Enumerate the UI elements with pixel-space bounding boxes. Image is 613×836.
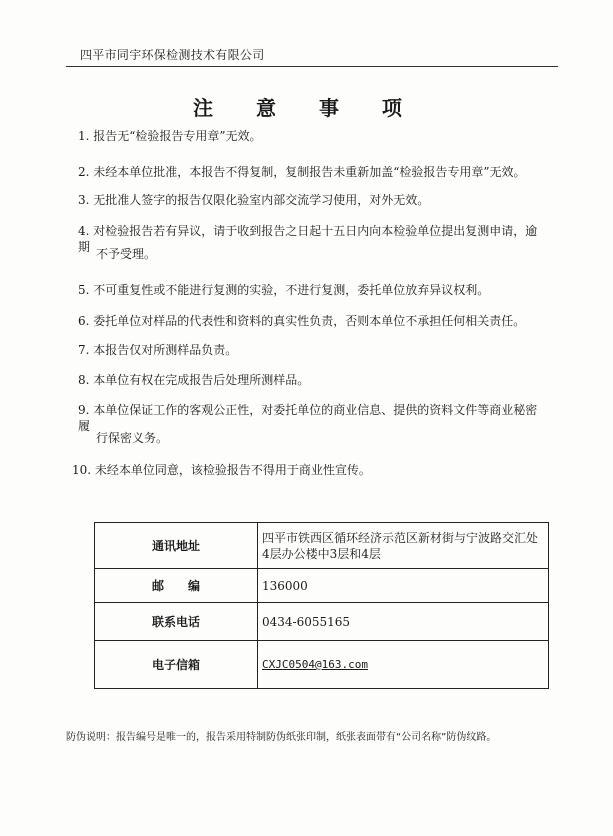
address-value: 四平市铁西区循环经济示范区新材街与宁波路交汇处4层办公楼中3层和4层: [258, 523, 549, 569]
notice-number: 5.: [78, 283, 90, 297]
notice-text: 不可重复性或不能进行复测的实验，不进行复测，委托单位放弃异议权利。: [93, 283, 490, 297]
contact-row-phone: [95, 603, 549, 641]
notice-text: 本单位有权在完成报告后处理所测样品。: [93, 373, 310, 387]
notice-item-8: [78, 372, 548, 388]
page-title: 注 意 事 项: [193, 96, 420, 120]
notice-number: 8.: [78, 373, 90, 387]
contact-row-address: [95, 523, 549, 569]
notice-item-5: [78, 282, 548, 298]
phone-value: 0434-6055165: [258, 603, 549, 641]
email-cell: [258, 641, 549, 689]
notice-item-6: [78, 313, 548, 329]
phone-label: 联系电话: [95, 603, 258, 641]
notice-text: 对检验报告若有异议，请于收到报告之日起十五日内向本检验单位提出复测申请，逾期: [78, 224, 538, 254]
notice-number: 4.: [78, 224, 90, 238]
notice-number: 10.: [72, 463, 92, 477]
contact-row-email: [95, 641, 549, 689]
notice-number: 7.: [78, 343, 90, 357]
header-divider: [66, 66, 558, 67]
notice-number: 9.: [78, 403, 90, 417]
notice-item-10: [72, 462, 542, 478]
email-link[interactable]: CXJC0504@163.com: [262, 658, 368, 671]
address-label: 通讯地址: [95, 523, 258, 569]
notice-number: 6.: [78, 314, 90, 328]
notice-number: 2.: [78, 165, 90, 179]
notice-item-7: [78, 342, 548, 358]
notice-text: 报告无“检验报告专用章”无效。: [93, 129, 262, 143]
company-name: 四平市同宇环保检测技术有限公司: [80, 48, 265, 62]
notice-item-1: [78, 128, 548, 144]
notice-text: 本报告仅对所测样品负责。: [93, 343, 238, 357]
notice-number: 1.: [78, 129, 90, 143]
email-label: 电子信箱: [95, 641, 258, 689]
notice-text: 无批准人签字的报告仅限化验室内部交流学习使用，对外无效。: [93, 193, 430, 207]
notice-item-9-continuation: 行保密义务。: [96, 431, 169, 445]
notice-item-3: [78, 192, 548, 208]
notice-item-2: [78, 164, 548, 180]
notice-text: 委托单位对样品的代表性和资料的真实性负责，否则本单位不承担任何相关责任。: [93, 314, 526, 328]
notice-text: 未经本单位批准，本报告不得复制，复制报告未重新加盖“检验报告专用章”无效。: [93, 165, 526, 179]
anti-counterfeit-note: 防伪说明：报告编号是唯一的，报告采用特制防伪纸张印制，纸张表面带有“公司名称”防伪纹路。: [66, 732, 497, 743]
notice-item-4-continuation: 不予受理。: [96, 247, 157, 261]
postcode-label: 邮 编: [95, 569, 258, 603]
contact-row-postcode: [95, 569, 549, 603]
postcode-value: 136000: [258, 569, 549, 603]
notice-text: 本单位保证工作的客观公正性，对委托单位的商业信息、提供的资料文件等商业秘密履: [78, 403, 538, 433]
notice-number: 3.: [78, 193, 90, 207]
notice-text: 未经本单位同意，该检验报告不得用于商业性宣传。: [94, 463, 371, 477]
contact-table: [94, 522, 549, 689]
